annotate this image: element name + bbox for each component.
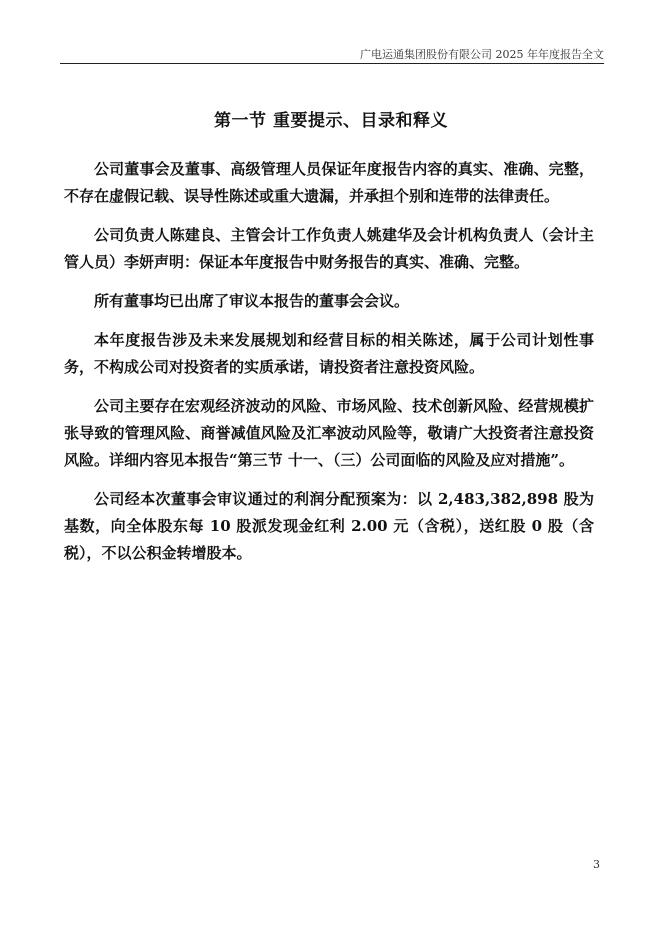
paragraph-risk-notice: 公司主要存在宏观经济波动的风险、市场风险、技术创新风险、经营规模扩张导致的管理风险、商誉减值风险及汇率波动风险等，敬请广大投资者注意投资风险。详细内容见本报告“第三节 十一、（三）公司面临的风险及应对措施”。 xyxy=(64,397,594,469)
paragraph-financial-statement: 公司负责人陈建良、主管会计工作负责人姚建华及会计机构负责人（会计主管人员）李妍声明：保证本年度报告中财务报告的真实、准确、完整。 xyxy=(64,226,594,271)
paragraph-dividend-plan: 公司经本次董事会审议通过的利润分配预案为：以 2,483,382,898 股为基数，向全体股东每 10 股派发现金红利 2.00 元（含税），送红股 0 股（含税），不以公积金转增股本。 xyxy=(64,490,594,562)
section-title: 第一节 重要提示、目录和释义 xyxy=(214,111,448,131)
running-header: 广电运通集团股份有限公司 2025 年年度报告全文 xyxy=(360,48,604,61)
paragraph-board-assurance: 公司董事会及董事、高级管理人员保证年度报告内容的真实、准确、完整，不存在虚假记载、误导性陈述或重大遗漏，并承担个别和连带的法律责任。 xyxy=(64,160,594,205)
paragraph-forward-looking: 本年度报告涉及未来发展规划和经营目标的相关陈述，属于公司计划性事务，不构成公司对投资者的实质承诺，请投资者注意投资风险。 xyxy=(64,331,594,376)
report-body xyxy=(64,156,594,579)
header-divider xyxy=(60,63,604,64)
page-number: 3 xyxy=(593,858,600,871)
paragraph-board-attendance: 所有董事均已出席了审议本报告的董事会会议。 xyxy=(94,292,410,310)
